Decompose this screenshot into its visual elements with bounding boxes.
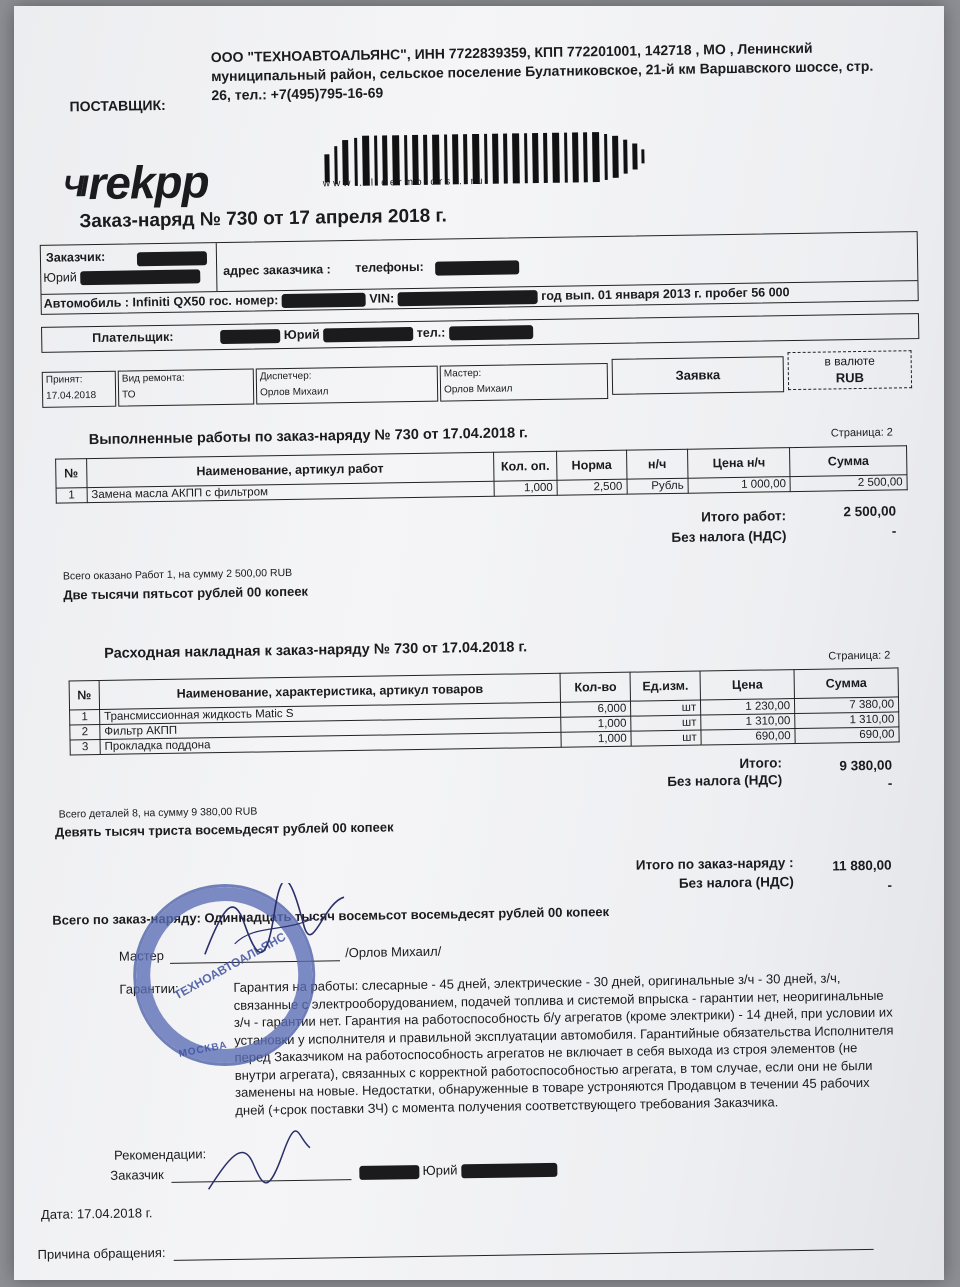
parts-row-sum: 690,00	[795, 727, 899, 744]
parts-page-number: Страница: 2	[828, 649, 891, 663]
accepted-value: 17.04.2018	[46, 389, 97, 402]
grand-total-label: Итого по заказ-наряду :	[635, 855, 794, 873]
address-label: адрес заказчика :	[223, 262, 331, 278]
dispatcher-value: Орлов Михаил	[260, 386, 329, 399]
parts-tax-label: Без налога (НДС)	[667, 772, 783, 790]
payer-name: Юрий	[283, 327, 320, 343]
document-date: Дата: 17.04.2018 г.	[40, 1205, 153, 1222]
parts-row-number: 3	[70, 739, 100, 754]
car-label: Автомобиль : Infiniti QX50	[43, 294, 206, 311]
parts-row-number: 1	[70, 709, 100, 724]
request-label: Заявка	[675, 367, 721, 383]
customer-col-divider	[216, 243, 218, 291]
grand-total-value: 11 880,00	[832, 857, 892, 874]
customer-sign-redaction-2	[461, 1162, 557, 1178]
payer-block	[41, 313, 919, 353]
repair-type-box	[118, 369, 255, 407]
parts-col-qty: Кол-во	[560, 672, 630, 702]
parts-row-price: 1 310,00	[701, 714, 795, 730]
customer-name-row	[43, 268, 200, 285]
parts-total-value: 9 380,00	[839, 757, 893, 774]
recommendations-label: Рекомендации:	[113, 1146, 207, 1163]
customer-sign-label: Заказчик	[110, 1167, 164, 1183]
plate-redaction	[282, 292, 366, 307]
customer-label: Заказчик:	[45, 249, 106, 265]
works-page-number: Страница: 2	[830, 426, 893, 440]
works-tax-label: Без налога (НДС)	[671, 528, 787, 545]
company-logo	[62, 154, 209, 210]
works-row-unit: Рубль	[627, 478, 689, 494]
redacted-surname	[80, 269, 200, 285]
stamp-city: МОСКВА	[177, 1039, 229, 1060]
parts-row-sum: 7 380,00	[795, 697, 899, 714]
master-label: Мастер:	[443, 367, 482, 380]
works-row-number: 1	[56, 488, 87, 503]
plate-label: гос. номер:	[208, 293, 279, 309]
customer-sign-name: Юрий	[422, 1162, 458, 1178]
accepted-box	[42, 371, 117, 408]
parts-col-unit: Ед.изм.	[630, 671, 700, 701]
customer-signature-icon	[198, 1128, 319, 1200]
parts-row-qty: 6,000	[561, 701, 631, 717]
supplier-label: ПОСТАВЩИК:	[69, 96, 166, 115]
parts-row-name: Трансмиссионная жидкость Matic S	[100, 702, 561, 724]
currency-box	[788, 350, 913, 390]
website-text: www . lidermotors . ru	[322, 175, 486, 190]
order-title: Заказ-наряд № 730 от 17 апреля 2018 г.	[79, 205, 447, 233]
tel-label: тел.:	[416, 325, 446, 340]
parts-table	[69, 667, 900, 755]
master-box	[440, 363, 609, 402]
supplier-details: ООО "ТЕХНОАВТОАЛЬЯНС", ИНН 7722839359, КПП 772201001, 142718 , МО , Ленинский муниципальный район, сельское поселение Булатниковское, 21-й км Варшавского шоссе, стр. 26, тел.: +7(495)795-16-69	[210, 39, 874, 104]
repair-type-value: ТО	[122, 389, 136, 401]
parts-title: Расходная накладная к заказ-наряду № 730 от 17.04.2018 г.	[104, 639, 528, 662]
master-sign-label: Мастер	[118, 948, 165, 964]
customer-block	[40, 231, 919, 315]
car-info: год вып. 01 января 2013 г. пробег 56 000	[541, 285, 790, 303]
parts-amount-words: Девять тысяч триста восемьдесят рублей 00 копеек	[54, 819, 394, 840]
parts-col-price: Цена	[700, 670, 794, 700]
parts-row-name: Фильтр АКПП	[100, 717, 561, 739]
parts-tax-value: -	[887, 775, 893, 791]
currency-value: RUB	[835, 369, 865, 386]
customer-sign-row	[110, 1161, 557, 1184]
warranty-text: Гарантия на работы: слесарные - 45 дней, электрические - 30 дней, оригинальные з/ч - 30 дней, з/ч, связанные с электрооборудованием, подачей топлива и системой впрыска - гарантии нет, неоригинальные з/ч - гарантии нет. Гарантия на работоспособность б/у агрегатов (кроме электрики) - 14 дней, при условии их установки у исполнителя и правильной эксплуатации автомобиля. Гарантийные обязательства Исполнителя перед Заказчиком на работоспособность агрегатов не включает в себя выхода из строя элементов (не внутри агрегата), связанных с корректной работоспособностью агрегата, в том случае, если они не были заменены на новые. Недостатки, обнаруженные в товаре устроняются Продавцом в течении 45 рабочих дней (+срок поставки ЗЧ) с момента получения соответствующего требования Заказчика.	[233, 970, 894, 1118]
parts-row-unit: шт	[631, 730, 701, 746]
grand-amount-words: Всего по заказ-наряду: Одиннадцать тысяч восемьсот восемьдесят рублей 00 копеек	[52, 904, 610, 928]
works-row-qty: 1,000	[494, 480, 558, 496]
request-box	[612, 356, 785, 395]
works-col-sum: Сумма	[790, 446, 907, 477]
parts-row-price: 1 230,00	[701, 699, 795, 715]
works-total-label: Итого работ:	[701, 508, 787, 525]
stamp-company-name: ТЕХНОАВТОАЛЬЯНС	[171, 929, 289, 1003]
customer-sign-redaction-1	[359, 1165, 419, 1180]
dispatcher-box	[256, 366, 439, 405]
master-sign-name: /Орлов Михаил/	[345, 943, 442, 961]
accepted-label: Принят:	[45, 374, 83, 386]
parts-summary: Всего деталей 8, на сумму 9 380,00 RUB	[58, 805, 258, 821]
currency-label: в валюте	[824, 353, 875, 369]
works-col-rate: Цена н/ч	[688, 448, 791, 479]
works-amount-words: Две тысячи пятьсот рублей 00 копеек	[63, 583, 309, 603]
reason-label: Причина обращения:	[37, 1245, 166, 1263]
parts-col-name: Наименование, характеристика, артикул товаров	[99, 673, 561, 709]
leaf-logo-icon: ЧI	[62, 170, 85, 204]
works-col-name: Наименование, артикул работ	[86, 452, 493, 487]
works-col-norm: Норма	[557, 450, 627, 480]
tel-redaction	[449, 325, 533, 340]
works-row-sum: 2 500,00	[790, 475, 907, 492]
works-col-hours: н/ч	[626, 449, 688, 479]
works-table	[55, 445, 908, 503]
parts-row-unit: шт	[631, 715, 701, 731]
master-signature-icon	[194, 882, 355, 975]
customer-redaction	[137, 249, 207, 268]
payer-redaction-2	[323, 327, 413, 342]
parts-row-qty: 1,000	[561, 731, 631, 747]
reason-line	[173, 1234, 873, 1261]
phones-redaction	[435, 258, 519, 277]
works-tax-value: -	[891, 523, 897, 539]
works-summary: Всего оказано Работ 1, на сумму 2 500,00 RUB	[62, 566, 293, 583]
parts-row-number: 2	[70, 724, 100, 739]
works-total-value: 2 500,00	[843, 503, 897, 520]
parts-row-qty: 1,000	[561, 716, 631, 732]
parts-col-number: №	[69, 680, 99, 709]
parts-row-price: 690,00	[701, 729, 795, 745]
works-col-number: №	[56, 459, 87, 488]
works-row-rate: 1 000,00	[688, 477, 791, 494]
grand-tax-label: Без налога (НДС)	[678, 874, 794, 891]
payer-redaction-1	[220, 329, 280, 344]
parts-total-label: Итого:	[739, 755, 783, 771]
repair-type-label: Вид ремонта:	[121, 372, 185, 385]
works-title: Выполненные работы по заказ-наряду № 730 от 17.04.2018 г.	[88, 425, 528, 449]
parts-col-sum: Сумма	[794, 668, 898, 699]
works-row-norm: 2,500	[557, 479, 627, 495]
master-value: Орлов Михаил	[443, 383, 513, 396]
payer-row	[92, 324, 533, 346]
dispatcher-label: Диспетчер:	[259, 370, 312, 383]
vin-redaction	[398, 290, 538, 306]
customer-name: Юрий	[43, 270, 77, 285]
parts-row-name: Прокладка поддона	[100, 732, 561, 754]
vin-label: VIN:	[369, 291, 395, 306]
car-row	[44, 285, 790, 311]
phones-label: телефоны:	[355, 259, 424, 275]
payer-label: Плательщик:	[92, 329, 174, 346]
parts-row-unit: шт	[631, 700, 701, 716]
reason-row	[37, 1234, 873, 1263]
parts-row-sum: 1 310,00	[795, 712, 899, 729]
works-col-qty: Кол. оп.	[493, 451, 557, 481]
works-row-name: Замена масла АКПП с фильтром	[87, 481, 494, 502]
warranty-label: Гарантии:	[119, 980, 179, 997]
grand-tax-value: -	[887, 877, 893, 893]
logo-text: rekpp	[87, 155, 210, 210]
